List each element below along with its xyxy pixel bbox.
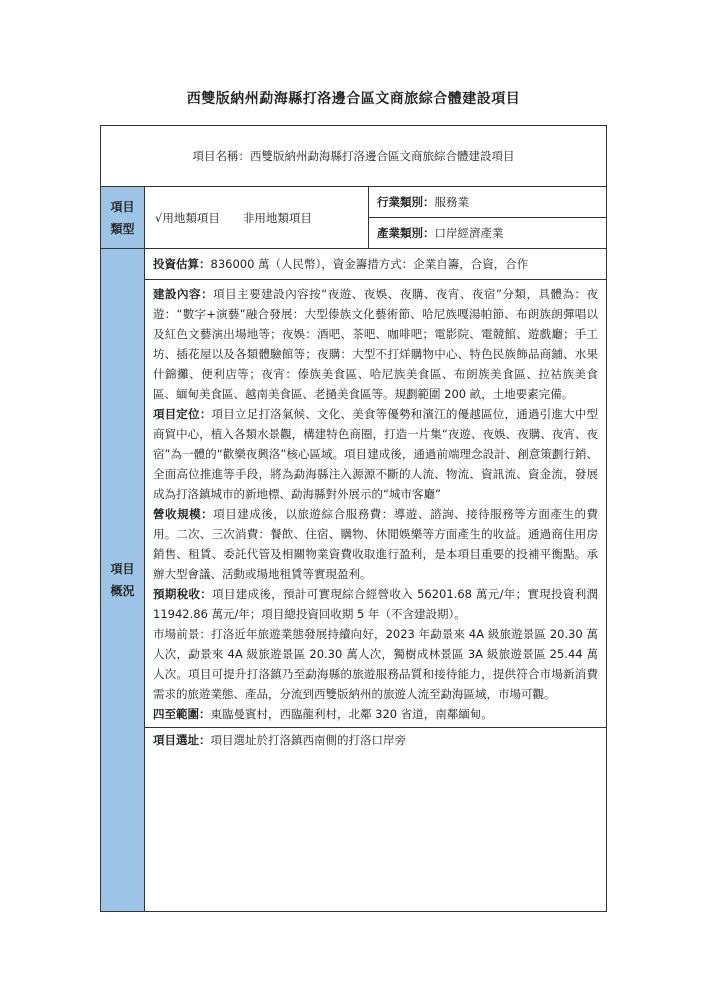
sector-label: 產業類別：	[377, 226, 435, 240]
document-title: 西雙版納州勐海縣打洛邊合區文商旅綜合體建設項目	[186, 91, 521, 107]
project-name-cell	[101, 126, 607, 187]
project-info-table	[100, 125, 607, 912]
investment-label: 投資估算：	[153, 257, 211, 271]
industry-category	[369, 187, 607, 218]
project-name-label: 項目名稱：	[192, 149, 251, 163]
position-paragraph: 項目定位：項目立足打洛氣候、文化、美食等優勢和濱江的優越區位，通過引進大中型商貿中心，植入各類水景觀，構建特色商圈，打造一片集“夜遊、夜娛、夜購、夜宵、夜宿”為一體的“歡樂夜興洛”核心區域。項目建成後，通過前端理念設計、創意策劃行銷、全面高位推進等手段，將為勐海縣注入源源不斷的人流、物流、資訊流、資金流，發展成為打洛鎮城市的新地標、勐海縣對外展示的“城市客廳”	[153, 407, 599, 501]
investment-row	[145, 249, 606, 280]
construction-paragraph: 建設內容：項目主要建設內容按“夜遊、夜娛、夜購、夜宵、夜宿”分類，具體為：夜遊：“數字+演藝”融合發展：大型傣族文化藝術節、哈尼族嘎湯帕節、布朗族朗彈唱以及紅色文藝演出場地等；夜娛：酒吧、茶吧、咖啡吧；電影院、電競館、遊戲廳；手工坊、插花屋以及各類體驗館等；夜購：大型不打烊購物中心、特色民族飾品商鋪、水果什錦攤、便利店等；夜宵：傣族美食區、哈尼族美食區、布朗族美食區、拉祜族美食區、緬甸美食區、越南美食區、老撾美食區等。規劃範圍 200 畝，土地要素完備。	[153, 287, 599, 401]
boundary-paragraph: 四至範圍：東臨曼賓村，西臨龍利村，北鄰 320 省道，南鄰緬甸。	[153, 707, 493, 721]
project-type-label: 項目 類型	[101, 187, 145, 249]
industry-value: 服務業	[434, 195, 469, 209]
sector-value: 口岸經濟產業	[434, 226, 504, 240]
market-paragraph: 市場前景：打洛近年旅遊業態發展持續向好，2023 年勐景來 4A 級旅遊景區 20.30 萬人次，勐景來 4A 級旅遊景區 20.30 萬人次，獨樹成林景區 3A 級旅遊景區 25.44 萬人次。項目可提升打洛鎮乃至勐海縣的旅遊服務品質和接待能力，提供符合市場新消費需求的旅遊業態、產品，分流到西雙版納州的旅遊人流至勐海區域，市場可觀。	[153, 627, 599, 701]
site-row	[145, 728, 606, 752]
site-label: 項目選址：	[153, 733, 211, 747]
project-name-value: 西雙版納州勐海縣打洛邊合區文商旅綜合體建設項目	[250, 149, 515, 163]
investment-value: 836000 萬（人民幣），資金籌措方式：企業自籌，合資，合作	[210, 257, 529, 271]
revenue-paragraph: 營收規模：項目建成後，以旅遊綜合服務費：導遊、諮詢、接待服務等方面產生的費用。二次、三次消費：餐飲、住宿、購物、休閒娛樂等方面產生的收益。通過商住用房銷售、租賃、委託代管及相關物業資費收取進行盈利，是本項目重要的投補平衡點。承辦大型會議、活動或場地租賃等實現盈利。	[153, 507, 599, 581]
project-overview-body	[145, 249, 607, 912]
project-overview-label: 項目 概況	[101, 249, 145, 912]
industry-label: 行業類別：	[377, 195, 435, 209]
tax-paragraph: 預期稅收：項目建成後，預計可實現綜合經營收入 56201.68 萬元/年；實現投資利潤 11942.86 萬元/年；項目總投資回收期 5 年（不含建設期）。	[153, 587, 599, 621]
land-use-type: √用地類項目 非用地類項目	[145, 187, 369, 249]
overview-details	[145, 280, 606, 728]
site-value: 項目選址於打洛鎮西南側的打洛口岸旁	[210, 733, 406, 747]
sector-category	[369, 218, 607, 249]
